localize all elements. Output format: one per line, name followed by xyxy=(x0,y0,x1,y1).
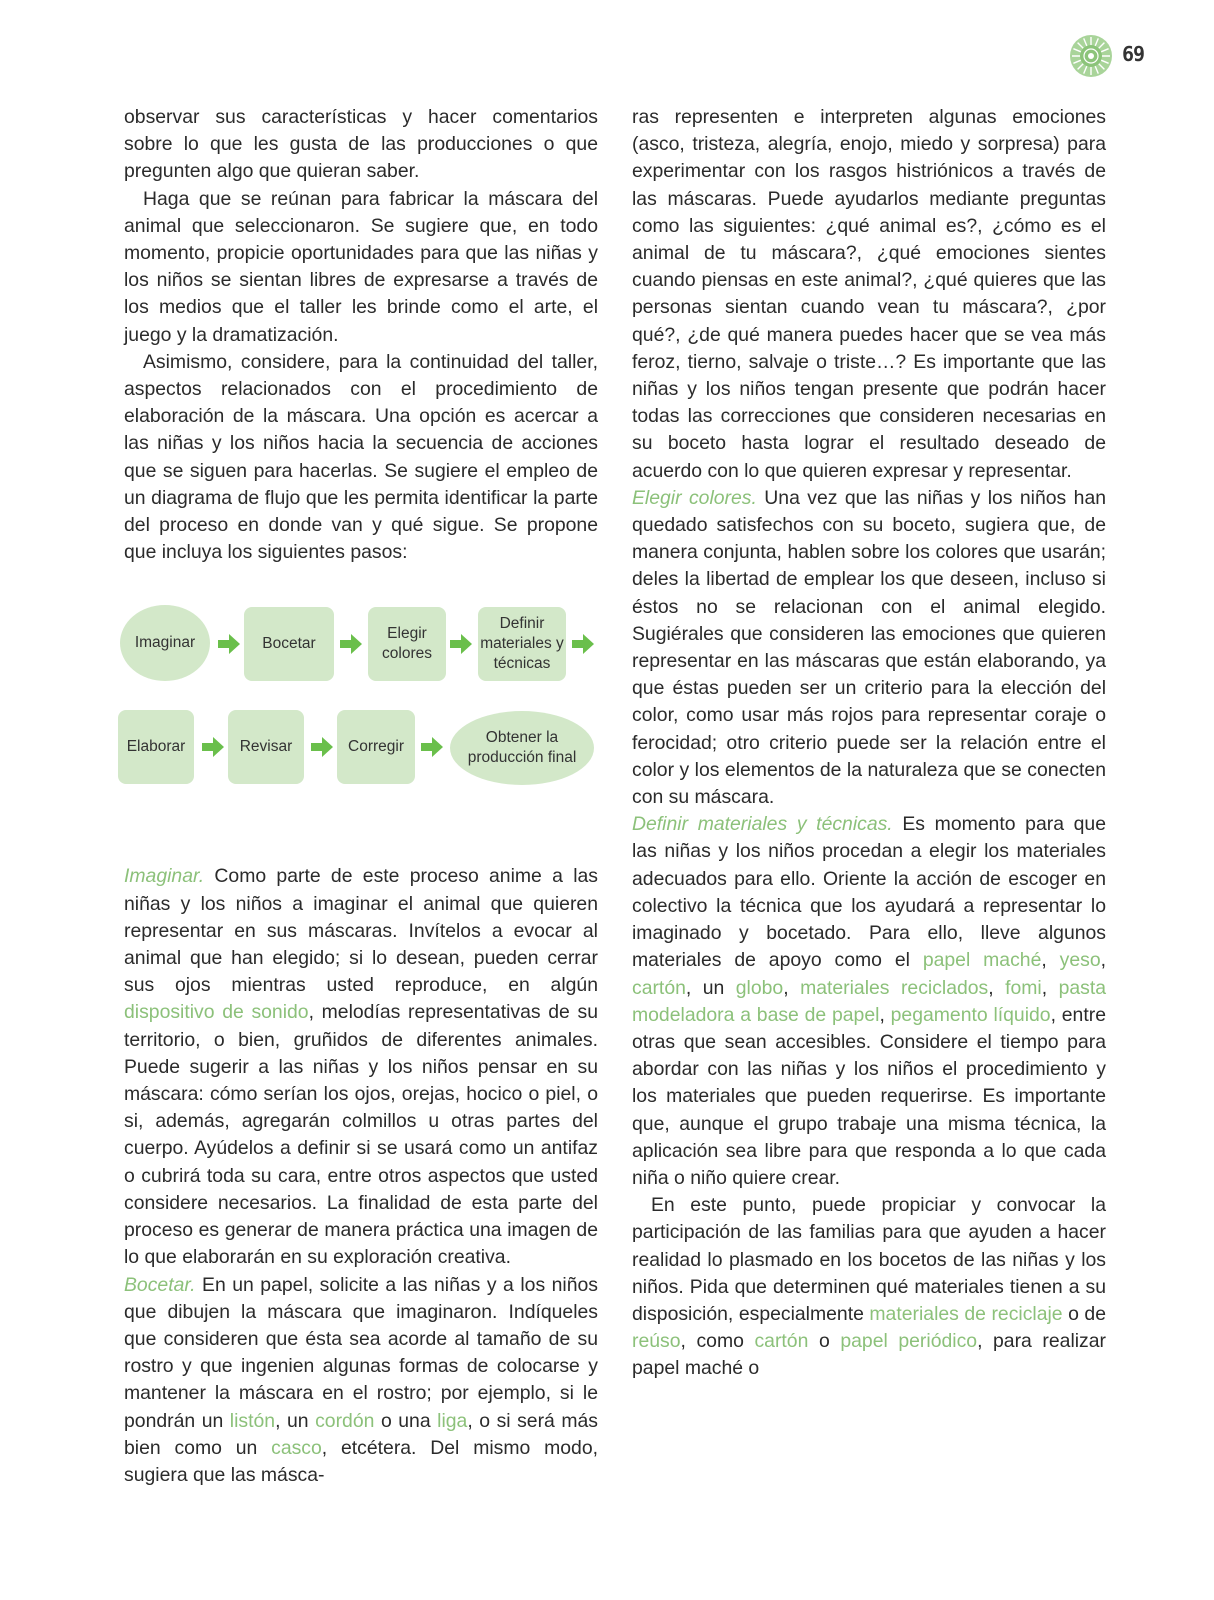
material-link: globo xyxy=(735,976,784,999)
flow-node-bocetar: Bocetar xyxy=(244,607,334,681)
green-sun-emblem-icon xyxy=(1069,34,1113,78)
step-label-bocetar: Bocetar. xyxy=(124,1273,196,1296)
right-arrow-icon xyxy=(570,631,596,657)
flow-node-elegir-colores: Elegir colores xyxy=(368,607,446,681)
material-link: casco xyxy=(271,1436,322,1459)
right-arrow-icon xyxy=(448,631,474,657)
step-label-imaginar: Imaginar. xyxy=(124,865,205,888)
paragraph-definir-materiales xyxy=(632,811,1106,1192)
material-link: cartón xyxy=(632,976,686,999)
text-segment: , un xyxy=(275,1409,316,1432)
page-number: 69 xyxy=(1122,42,1145,66)
flowchart xyxy=(120,593,598,827)
text-segment: , o si será más bien como un xyxy=(124,1409,598,1459)
text-segment: , xyxy=(1041,976,1059,999)
step-label-definir-materiales: Definir materiales y técnicas. xyxy=(632,813,893,836)
text-segment: Una vez que las niñas y los niños han quedado satisfechos con su boceto, sugiera que, de manera conjunta, hablen sobre los colores que usarán; deles la libertad de emplear los que deseen, incluso si éstos no se relacionan con el animal elegido. Sugiérales que consideren las emociones que quieren representar en las máscaras que están elaborando, ya que éstas pueden ser un criterio para la elección del color, como usar más rojos para representar coraje o ferocidad; otro criterio puede ser la relación entre el color y los elementos de la naturaleza que se conecten con su máscara. xyxy=(632,486,1107,809)
paragraph: Haga que se reúnan para fabricar la máscara del animal que seleccionaron. Se sugiere que, en todo momento, propicie oportunidades para que las niñas y los niños se sientan libres de expresarse a través de los medios que el taller les brinde como el arte, el juego y la dramatización. xyxy=(124,187,598,346)
text-segment: En un papel, solicite a las niñas y a los niños que dibujen la máscara que imaginaron. Indíqueles que consideren que ésta sea acorde al tamaño de su rostro y que ingenien algunas formas de colocarse y mantener la máscara en el rostro; por ejemplo, si le pondrán un xyxy=(124,1273,598,1432)
text-segment: o una xyxy=(374,1409,438,1432)
text-segment: , etcétera. Del mismo modo, sugiera que las másca- xyxy=(124,1436,598,1486)
flow-node-imaginar: Imaginar xyxy=(120,605,210,681)
right-arrow-icon xyxy=(419,734,445,760)
right-arrow-icon xyxy=(216,631,242,657)
material-link: pasta modeladora a base de papel xyxy=(632,976,1107,1026)
material-link: cordón xyxy=(315,1409,375,1432)
paragraph-elegir-colores xyxy=(632,485,1106,811)
text-segment: o de xyxy=(1062,1302,1106,1325)
text-segment: , xyxy=(879,1003,891,1026)
material-link: liga xyxy=(437,1409,468,1432)
paragraph-imaginar xyxy=(124,863,598,1271)
material-link: fomi xyxy=(1005,976,1042,999)
material-link: papel maché xyxy=(922,949,1042,972)
right-arrow-icon xyxy=(338,631,364,657)
text-segment: , para realizar papel maché o xyxy=(632,1330,1106,1380)
text-segment: Es momento para que las niñas y los niños procedan a elegir los materiales adecuados para ello. Oriente la acción de escoger en colectivo la técnica que los ayudará a representar lo imaginado y bocetado. Para ello, lleve algunos materiales de apoyo como el xyxy=(632,813,1106,972)
text-segment: , melodías representativas de su territorio, o bien, gruñidos de diferentes animales. Puede sugerir a las niñas y los niños pensar en su máscara: cómo serían los ojos, orejas, hocico o piel, o si, además, agregarán colmillos u otras partes del cuerpo. Ayúdelos a definir si se usará como un antifaz o cubrirá toda su cara, entre otros aspectos que usted considere necesarios. La finalidad de esta parte del proceso es generar de manera práctica una imagen de lo que elaborarán en su exploración creativa. xyxy=(124,1001,598,1269)
text-segment: o xyxy=(808,1330,841,1353)
material-link: listón xyxy=(229,1409,276,1432)
right-column xyxy=(632,104,1106,1383)
text-segment: , xyxy=(783,976,801,999)
text-segment: , un xyxy=(685,976,736,999)
right-arrow-icon xyxy=(200,734,226,760)
text-segment: , xyxy=(1041,949,1060,972)
flow-node-definir-materiales: Definir materiales y técnicas xyxy=(478,607,566,681)
material-link: yeso xyxy=(1059,949,1101,972)
text-segment: , como xyxy=(680,1330,755,1353)
material-link: cartón xyxy=(754,1330,809,1353)
paragraph: observar sus características y hacer comentarios sobre lo que les gusta de las producciones o que pregunten algo que quieran saber. xyxy=(124,106,598,183)
step-label-elegir-colores: Elegir colores. xyxy=(632,486,757,509)
text-segment: , xyxy=(1100,949,1106,972)
paragraph: ras representen e interpreten algunas emociones (asco, tristeza, alegría, enojo, miedo y sorpresa) para experimentar con los rasgos histriónicos a través de las máscaras. Puede ayudarlos mediante preguntas como las siguientes: ¿qué animal es?, ¿cómo es el animal de tu máscara?, ¿qué emociones sientes cuando piensas en este animal?, ¿qué quieres que las personas sientan cuando vean tu máscara?, ¿por qué?, ¿de qué manera puedes hacer que se vea más feroz, tierno, salvaje o triste…? Es importante que las niñas y los niños tengan presente que podrán hacer todas las correcciones que consideren necesarias en su boceto hasta lograr el resultado deseado de acuerdo con lo que quieren expresar y representar. xyxy=(632,106,1106,482)
text-segment: , xyxy=(988,976,1006,999)
flow-node-corregir: Corregir xyxy=(337,710,415,784)
material-link: materiales reciclados xyxy=(800,976,989,999)
material-link: papel periódico xyxy=(840,1330,978,1353)
flow-node-obtener-produccion: Obtener la producción final xyxy=(450,711,594,785)
paragraph-familias xyxy=(632,1192,1106,1382)
material-link: dispositivo de sonido xyxy=(124,1001,309,1024)
flow-node-revisar: Revisar xyxy=(228,710,304,784)
flow-node-elaborar: Elaborar xyxy=(118,710,194,784)
text-segment: En este punto, puede propiciar y convocar la participación de las familias para que ayuden a hacer realidad lo plasmado en los bocetos de las niñas y los niños. Pida que determinen qué materiales tienen a su disposición, especialmente xyxy=(632,1194,1106,1325)
material-link: materiales de reciclaje xyxy=(869,1302,1063,1325)
paragraph: Asimismo, considere, para la continuidad del taller, aspectos relacionados con el procedimiento de elaboración de la máscara. Una opción es acercar a las niñas y los niños hacia la secuencia de acciones que se siguen para hacerlas. Se sugiere el empleo de un diagrama de flujo que les permita identificar la parte del proceso en donde van y qué sigue. Se propone que incluya los siguientes pasos: xyxy=(124,350,598,564)
material-link: reúso xyxy=(632,1330,681,1353)
paragraph-bocetar xyxy=(124,1272,598,1490)
material-link: pegamento líquido xyxy=(890,1003,1051,1026)
left-column xyxy=(124,104,598,1489)
right-arrow-icon xyxy=(309,734,335,760)
text-segment: , entre otras que sean accesibles. Considere el tiempo para abordar con las niñas y los niños el procedimiento y los materiales que pueden requerirse. Es importante que, aunque el grupo trabaje una misma técnica, la aplicación sea libre para que responda a lo que cada niña o niño quiere crear. xyxy=(632,1003,1106,1189)
text-segment: Como parte de este proceso anime a las niñas y los niños a imaginar el animal que quieren representar en sus máscaras. Invítelos a evocar al animal que han elegido; si lo desean, pueden cerrar sus ojos mientras usted reproduce, en algún xyxy=(124,865,598,997)
